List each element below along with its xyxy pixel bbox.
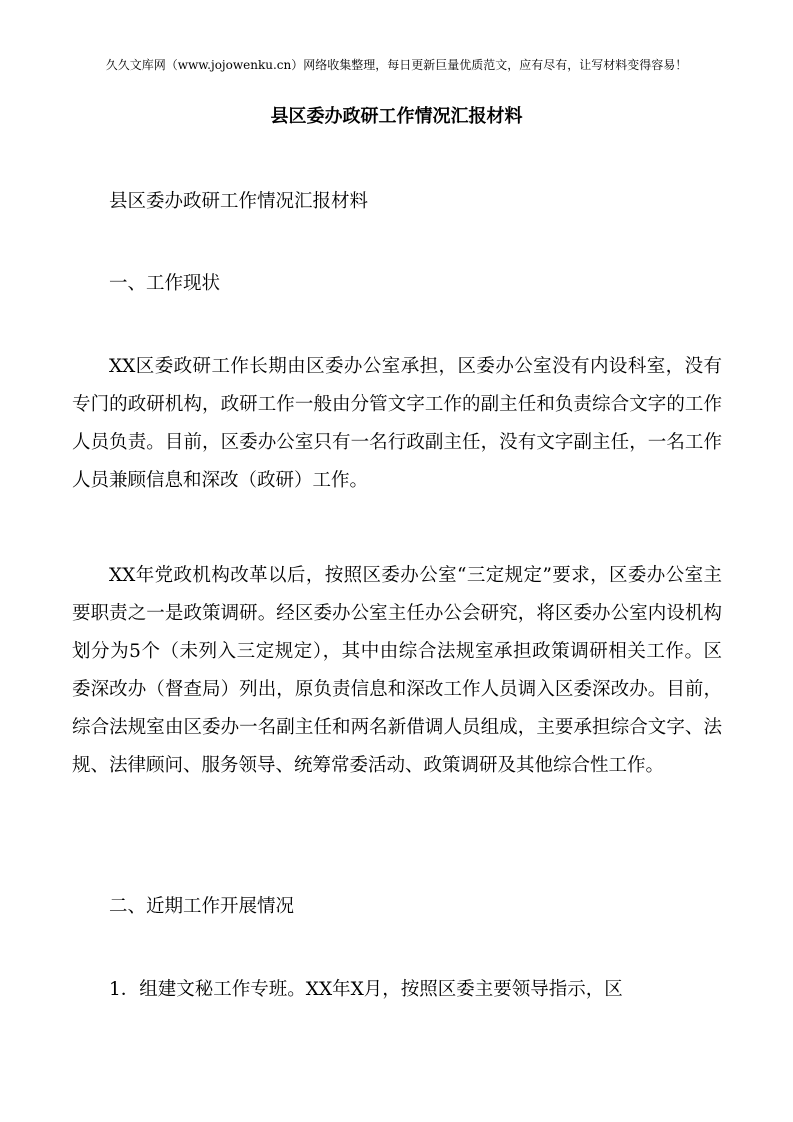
page-header: 久久文库网（www.jojowenku.cn）网络收集整理，每日更新巨量优质范文，应有尽有，让写材料变得容易！ xyxy=(105,58,688,72)
paragraph-current-status: XX区委政研工作长期由区委办公室承担，区委办公室没有内设科室，没有专门的政研机构，政研工作一般由分管文字工作的副主任和负责综合文字的工作人员负责。目前，区委办公室只有一名行政副主任，没有文字副主任，一名工作人员兼顾信息和深改（政研）工作。 xyxy=(72,356,722,491)
document-title: 县区委办政研工作情况汇报材料 xyxy=(270,106,523,127)
section-heading-current-status: 一、工作现状 xyxy=(109,273,221,294)
paragraph-subtitle: 县区委办政研工作情况汇报材料 xyxy=(109,191,369,212)
paragraph-item-1: 1．组建文秘工作专班。XX年X月，按照区委主要领导指示，区 xyxy=(109,979,623,1000)
section-heading-recent-work: 二、近期工作开展情况 xyxy=(109,896,295,917)
paragraph-reform: XX年党政机构改革以后，按照区委办公室“三定规定”要求，区委办公室主要职责之一是政策调研。经区委办公室主任办公会研究，将区委办公室内设机构划分为5个（未列入三定规定），其中由综合法规室承担政策调研相关工作。区委深改办（督查局）列出，原负责信息和深改工作人员调入区委深改办。目前，综合法规室由区委办一名副主任和两名新借调人员组成，主要承担综合文字、法规、法律顾问、服务领导、统筹常委活动、政策调研及其他综合性工作。 xyxy=(72,565,722,776)
